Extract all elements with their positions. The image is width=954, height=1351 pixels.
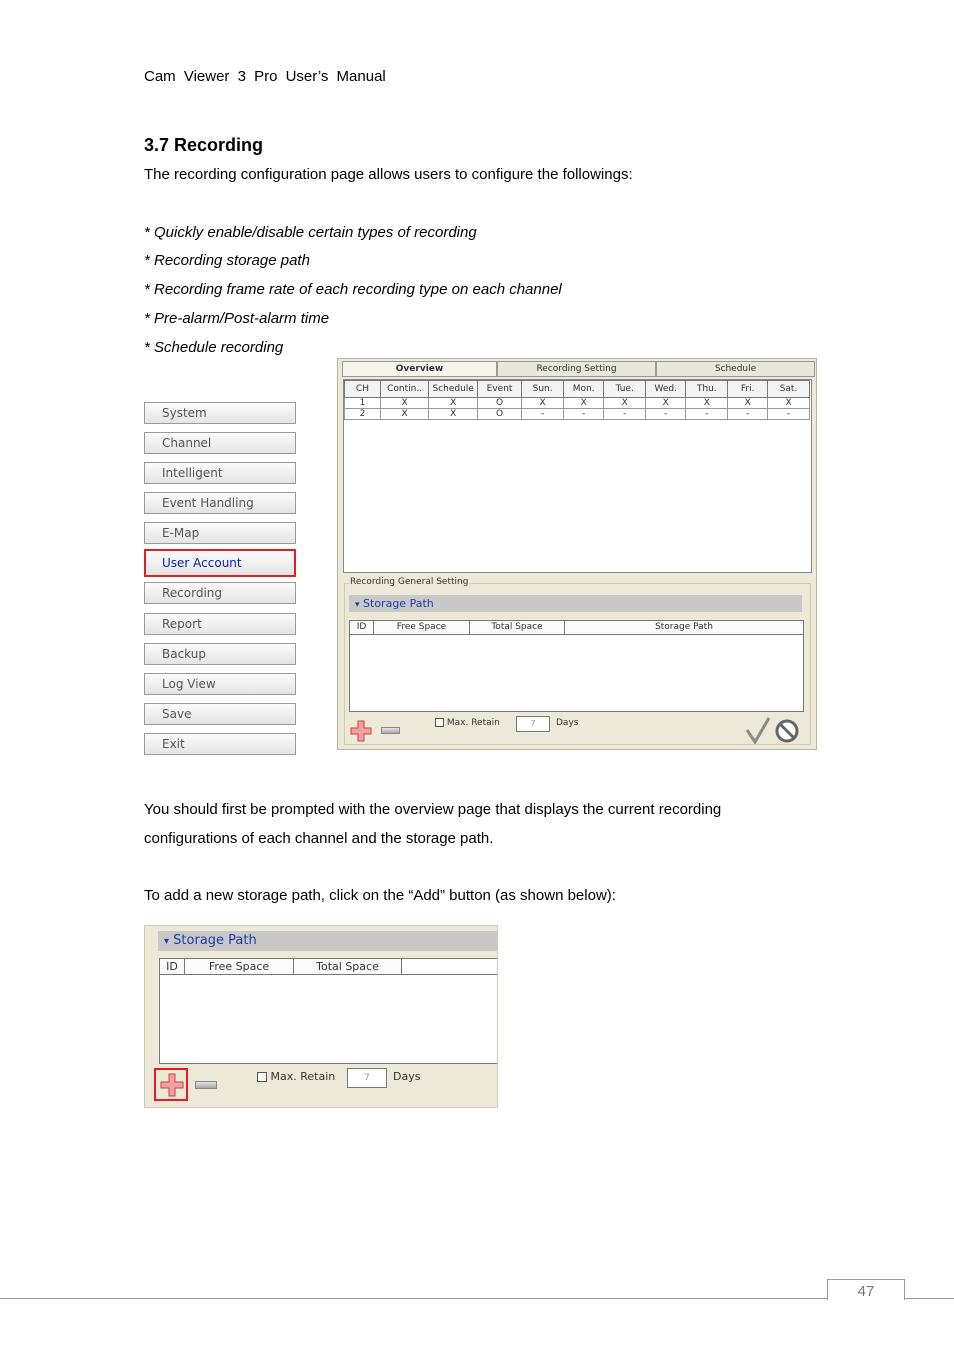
table-cell: X [429,398,478,409]
table-cell: 2 [345,409,381,420]
intro-text: The recording configuration page allows users to configure the followings: [144,166,633,183]
expand-icon: ▾ [355,600,360,610]
footer-rule [0,1298,954,1299]
column-header[interactable]: Mon. [564,381,604,398]
table-cell: X [768,398,810,409]
table-cell: X [604,398,646,409]
column-header[interactable]: Total Space [294,959,402,975]
max-retain-checkbox[interactable] [435,718,444,727]
prohibit-icon [774,718,800,744]
storage-path-bar[interactable] [158,931,498,951]
page-number: 47 [827,1279,905,1300]
apply-button[interactable] [745,716,771,744]
tab-schedule[interactable]: Schedule [656,361,815,377]
column-header[interactable]: Contin.. [380,381,428,398]
column-header[interactable]: Fri. [728,381,768,398]
menu-system-button[interactable]: System [144,402,296,424]
menu-backup-button[interactable]: Backup [144,643,296,665]
table-cell: O [478,409,522,420]
remove-button[interactable] [195,1081,217,1089]
menu-save-button[interactable]: Save [144,703,296,725]
table-cell: - [522,409,564,420]
column-header[interactable]: Free Space [374,621,470,635]
max-retain-option[interactable] [435,718,500,728]
storage-path-table [159,958,498,1064]
column-header[interactable]: Wed. [646,381,686,398]
max-retain-option[interactable] [257,1070,335,1083]
table-cell: - [768,409,810,420]
table-cell: O [478,398,522,409]
table-cell: - [564,409,604,420]
section-title: 3.7 Recording [144,135,264,155]
tab-recording-setting[interactable]: Recording Setting [497,361,656,377]
table-cell: - [604,409,646,420]
table-header-row [345,381,810,398]
expand-icon: ▾ [164,936,170,947]
column-header[interactable]: CH [345,381,381,398]
general-setting-label: Recording General Setting [350,577,469,587]
recording-panel [337,358,817,750]
column-header[interactable]: Schedule [429,381,478,398]
column-header[interactable]: Total Space [470,621,565,635]
menu-event-handling-button[interactable]: Event Handling [144,492,296,514]
bullet-item: * Recording storage path [144,252,310,269]
overview-table [344,380,810,420]
menu-emap-button[interactable]: E-Map [144,522,296,544]
table-cell: - [646,409,686,420]
paragraph-line: configurations of each channel and the storage path. [144,830,494,847]
plus-icon [160,1073,184,1097]
max-retain-label: Max. Retain [446,718,500,728]
table-row[interactable] [345,398,810,409]
document-header: Cam Viewer 3 Pro User’s Manual [144,68,386,85]
column-header[interactable]: ID [350,621,374,635]
max-retain-checkbox[interactable] [257,1072,267,1082]
menu-log-view-button[interactable]: Log View [144,673,296,695]
menu-recording-button[interactable]: Recording [144,582,296,604]
column-header[interactable]: Thu. [686,381,728,398]
storage-path-zoom [144,925,498,1108]
menu-exit-button[interactable]: Exit [144,733,296,755]
menu-channel-button[interactable]: Channel [144,432,296,454]
bullet-item: * Recording frame rate of each recording type on each channel [144,281,562,298]
checkmark-icon [745,716,771,744]
table-cell: X [646,398,686,409]
storage-path-title: Storage Path [173,933,257,948]
column-header[interactable]: Tue. [604,381,646,398]
storage-path-title: Storage Path [363,597,434,610]
table-cell: X [380,398,428,409]
table-cell: X [728,398,768,409]
table-cell: X [380,409,428,420]
table-cell: X [522,398,564,409]
table-cell: X [429,409,478,420]
bullet-item: * Quickly enable/disable certain types of recording [144,224,477,241]
menu-user-account-button[interactable]: User Account [144,549,296,577]
overview-grid [343,379,812,573]
days-input[interactable]: 7 [516,716,550,732]
column-header[interactable]: Sat. [768,381,810,398]
table-cell: - [728,409,768,420]
menu-intelligent-button[interactable]: Intelligent [144,462,296,484]
column-header[interactable]: Storage Path [565,621,803,635]
menu-report-button[interactable]: Report [144,613,296,635]
plus-icon [350,720,372,742]
days-label: Days [556,718,579,728]
bullet-item: * Schedule recording [144,339,284,356]
table-cell: 1 [345,398,381,409]
add-button[interactable] [160,1073,184,1097]
max-retain-label: Max. Retain [270,1070,336,1083]
column-header[interactable]: Free Space [185,959,294,975]
bullet-item: * Pre-alarm/Post-alarm time [144,310,330,327]
storage-path-bar[interactable] [349,595,802,612]
add-button[interactable] [350,720,372,742]
days-label: Days [393,1070,421,1083]
table-cell: - [686,409,728,420]
column-header[interactable]: ID [160,959,185,975]
table-cell: X [686,398,728,409]
remove-button[interactable] [381,727,400,734]
table-row[interactable] [345,409,810,420]
days-input[interactable]: 7 [347,1068,387,1088]
column-header[interactable]: Event [478,381,522,398]
paragraph-add-instruction: To add a new storage path, click on the “Add” button (as shown below): [144,887,616,904]
paragraph-line: You should first be prompted with the overview page that displays the current recording [144,801,722,818]
tab-overview[interactable]: Overview [342,361,497,377]
table-cell: X [564,398,604,409]
column-header[interactable]: Sun. [522,381,564,398]
cancel-button[interactable] [774,718,800,744]
storage-path-table [349,620,804,712]
